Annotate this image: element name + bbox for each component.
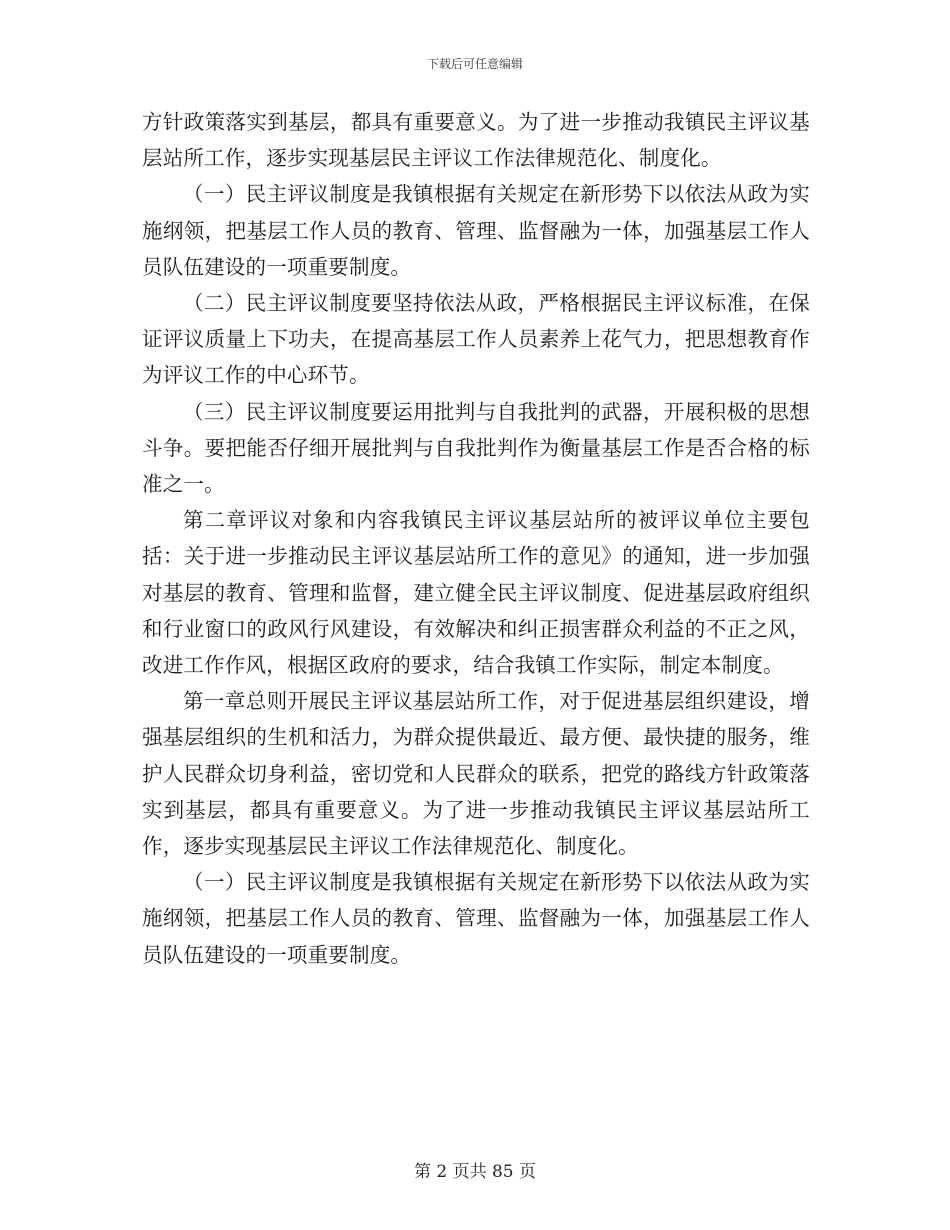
- paragraph-chapter-1: 第一章总则开展民主评议基层站所工作，对于促进基层组织建设，增强基层组织的生机和活力，为群众提供最近、最方便、最快捷的服务，维护人民群众切身利益，密切党和人民群众的联系，把党的路线方针政策落实到基层，都具有重要意义。为了进一步推动我镇民主评议基层站所工作，逐步实现基层民主评议工作法律规范化、制度化。: [142, 689, 810, 859]
- paragraph-continuation: 方针政策落实到基层，都具有重要意义。为了进一步推动我镇民主评议基层站所工作，逐步实现基层民主评议工作法律规范化、制度化。: [142, 110, 810, 171]
- page-header: [0, 55, 950, 72]
- paragraph-chapter-2: 第二章评议对象和内容我镇民主评议基层站所的被评议单位主要包括：关于进一步推动民主评议基层站所工作的意见》的通知，进一步加强对基层的教育、管理和监督，建立健全民主评议制度、促进基层政府组织和行业窗口的政风行风建设，有效解决和纠正损害群众利益的不正之风，改进工作作风，根据区政府的要求，结合我镇工作实际，制定本制度。: [142, 508, 810, 678]
- paragraph-item-1-repeat: （一）民主评议制度是我镇根据有关规定在新形势下以依法从政为实施纲领，把基层工作人员的教育、管理、监督融为一体，加强基层工作人员队伍建设的一项重要制度。: [142, 870, 810, 967]
- page-footer: [0, 1157, 950, 1182]
- document-body: [142, 104, 810, 973]
- paragraph-item-2: （二）民主评议制度要坚持依法从政，严格根据民主评议标准，在保证评议质量上下功夫，在提高基层工作人员素养上花气力，把思想教育作为评议工作的中心环节。: [142, 291, 810, 388]
- paragraph-item-1: （一）民主评议制度是我镇根据有关规定在新形势下以依法从政为实施纲领，把基层工作人员的教育、管理、监督融为一体，加强基层工作人员队伍建设的一项重要制度。: [142, 182, 810, 279]
- paragraph-item-3: （三）民主评议制度要运用批判与自我批判的武器，开展积极的思想斗争。要把能否仔细开展批判与自我批判作为衡量基层工作是否合格的标准之一。: [142, 399, 810, 497]
- page-number: 第 2 页共 85 页: [413, 1162, 537, 1182]
- editable-note: 下载后可任意编辑: [426, 57, 523, 71]
